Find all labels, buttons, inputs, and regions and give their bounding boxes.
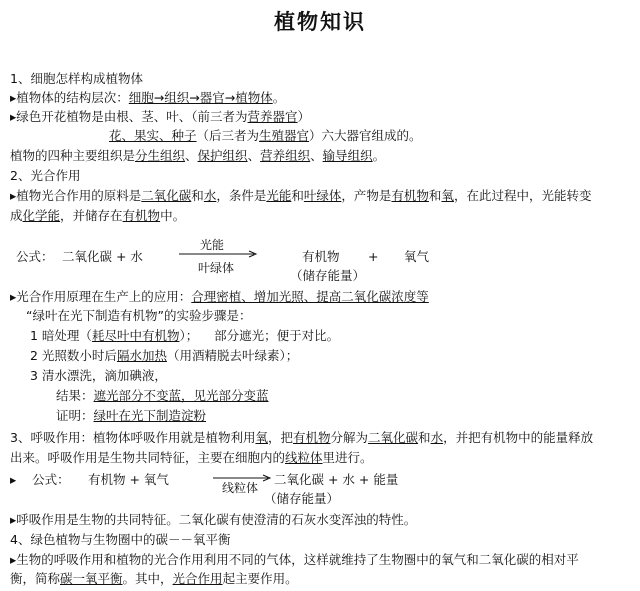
photosynthesis-reactants: 二氧化碳 + 水 <box>62 249 143 264</box>
photosynthesis-formula-label: 公式： <box>16 249 54 264</box>
respiration-reactants: 有机物 + 氧气 <box>88 472 169 487</box>
page-title: 植物知识 <box>274 9 366 34</box>
respiration-condition: 线粒体 <box>222 481 259 495</box>
respiration-energy-note: （储存能量） <box>264 491 340 506</box>
respiration-common-feature-line: ▸呼吸作用是生物的共同特征。二氧化碳有使澄清的石灰水变浑浊的特性。 <box>10 512 417 527</box>
experiment-proof: 证明：绿叶在光下制造淀粉 <box>56 408 207 423</box>
experiment-step-2: 2 光照数小时后隔水加热（用酒精脱去叶绿素）； <box>30 348 299 363</box>
photosynthesis-product-oxygen: 氧气 <box>404 249 430 264</box>
structure-levels-line: ▸植物体的结构层次：细胞→组织→器官→植物体。 <box>10 90 286 105</box>
experiment-result: 结果：遮光部分不变蓝，见光部分变蓝 <box>56 388 269 403</box>
photosynthesis-application-line: ▸光合作用原理在生产上的应用：合理密植、增加光照、提高二氧化碳浓度等 <box>10 289 429 304</box>
experiment-steps-heading: “绿叶在光下制造有机物”的实验步骤是： <box>26 308 252 323</box>
photosynthesis-arrow-icon <box>178 250 260 258</box>
respiration-line-2: 出来。呼吸作用是生物共同特征，主要在细胞内的线粒体里进行。 <box>10 450 373 465</box>
photosynthesis-condition-above: 光能 <box>200 238 225 252</box>
respiration-formula-label: ▸ 公式： <box>10 472 70 487</box>
carbon-oxygen-line-2: 衡，简称碳一氧平衡。其中，光合作用起主要作用。 <box>10 571 298 586</box>
photosynthesis-condition-below: 叶绿体 <box>198 261 235 275</box>
photosynthesis-product-organic: 有机物 <box>302 249 340 264</box>
photosynthesis-line-2: 成化学能，并储存在有机物中。 <box>10 208 186 223</box>
section-4-heading: 4、绿色植物与生物圈中的碳－－氧平衡 <box>10 532 231 547</box>
section-1-heading: 1、细胞怎样构成植物体 <box>10 71 143 86</box>
tissues-line: 植物的四种主要组织是分生组织、保护组织、营养组织、输导组织。 <box>10 148 386 163</box>
section-2-heading: 2、光合作用 <box>10 168 81 183</box>
photosynthesis-energy-note: （储存能量） <box>290 268 366 283</box>
respiration-line-1: 3、呼吸作用：植物体呼吸作用就是植物利用氧，把有机物分解为二氧化碳和水，并把有机物中的能量释放 <box>10 430 594 445</box>
organs-line-1: ▸绿色开花植物是由根、茎、叶、（前三者为营养器官） <box>10 109 311 124</box>
respiration-products: 二氧化碳 + 水 + 能量 <box>274 472 399 487</box>
organs-line-2: 花、果实、种子（后三者为生殖器官）六大器官组成的。 <box>109 128 422 143</box>
photosynthesis-product-plus: + <box>368 249 379 264</box>
photosynthesis-line-1: ▸植物光合作用的原料是二氧化碳和水，条件是光能和叶绿体，产物是有机物和氧，在此过程中，光能转变 <box>10 188 592 203</box>
experiment-step-1: 1 暗处理（耗尽叶中有机物）； 部分遮光；便于对比。 <box>30 328 340 343</box>
carbon-oxygen-line-1: ▸生物的呼吸作用和植物的光合作用利用不同的气体，这样就维持了生物圈中的氧气和二氧化碳的相对平 <box>10 552 579 567</box>
experiment-step-3: 3 清水漂洗，滴加碘液， <box>30 368 167 383</box>
